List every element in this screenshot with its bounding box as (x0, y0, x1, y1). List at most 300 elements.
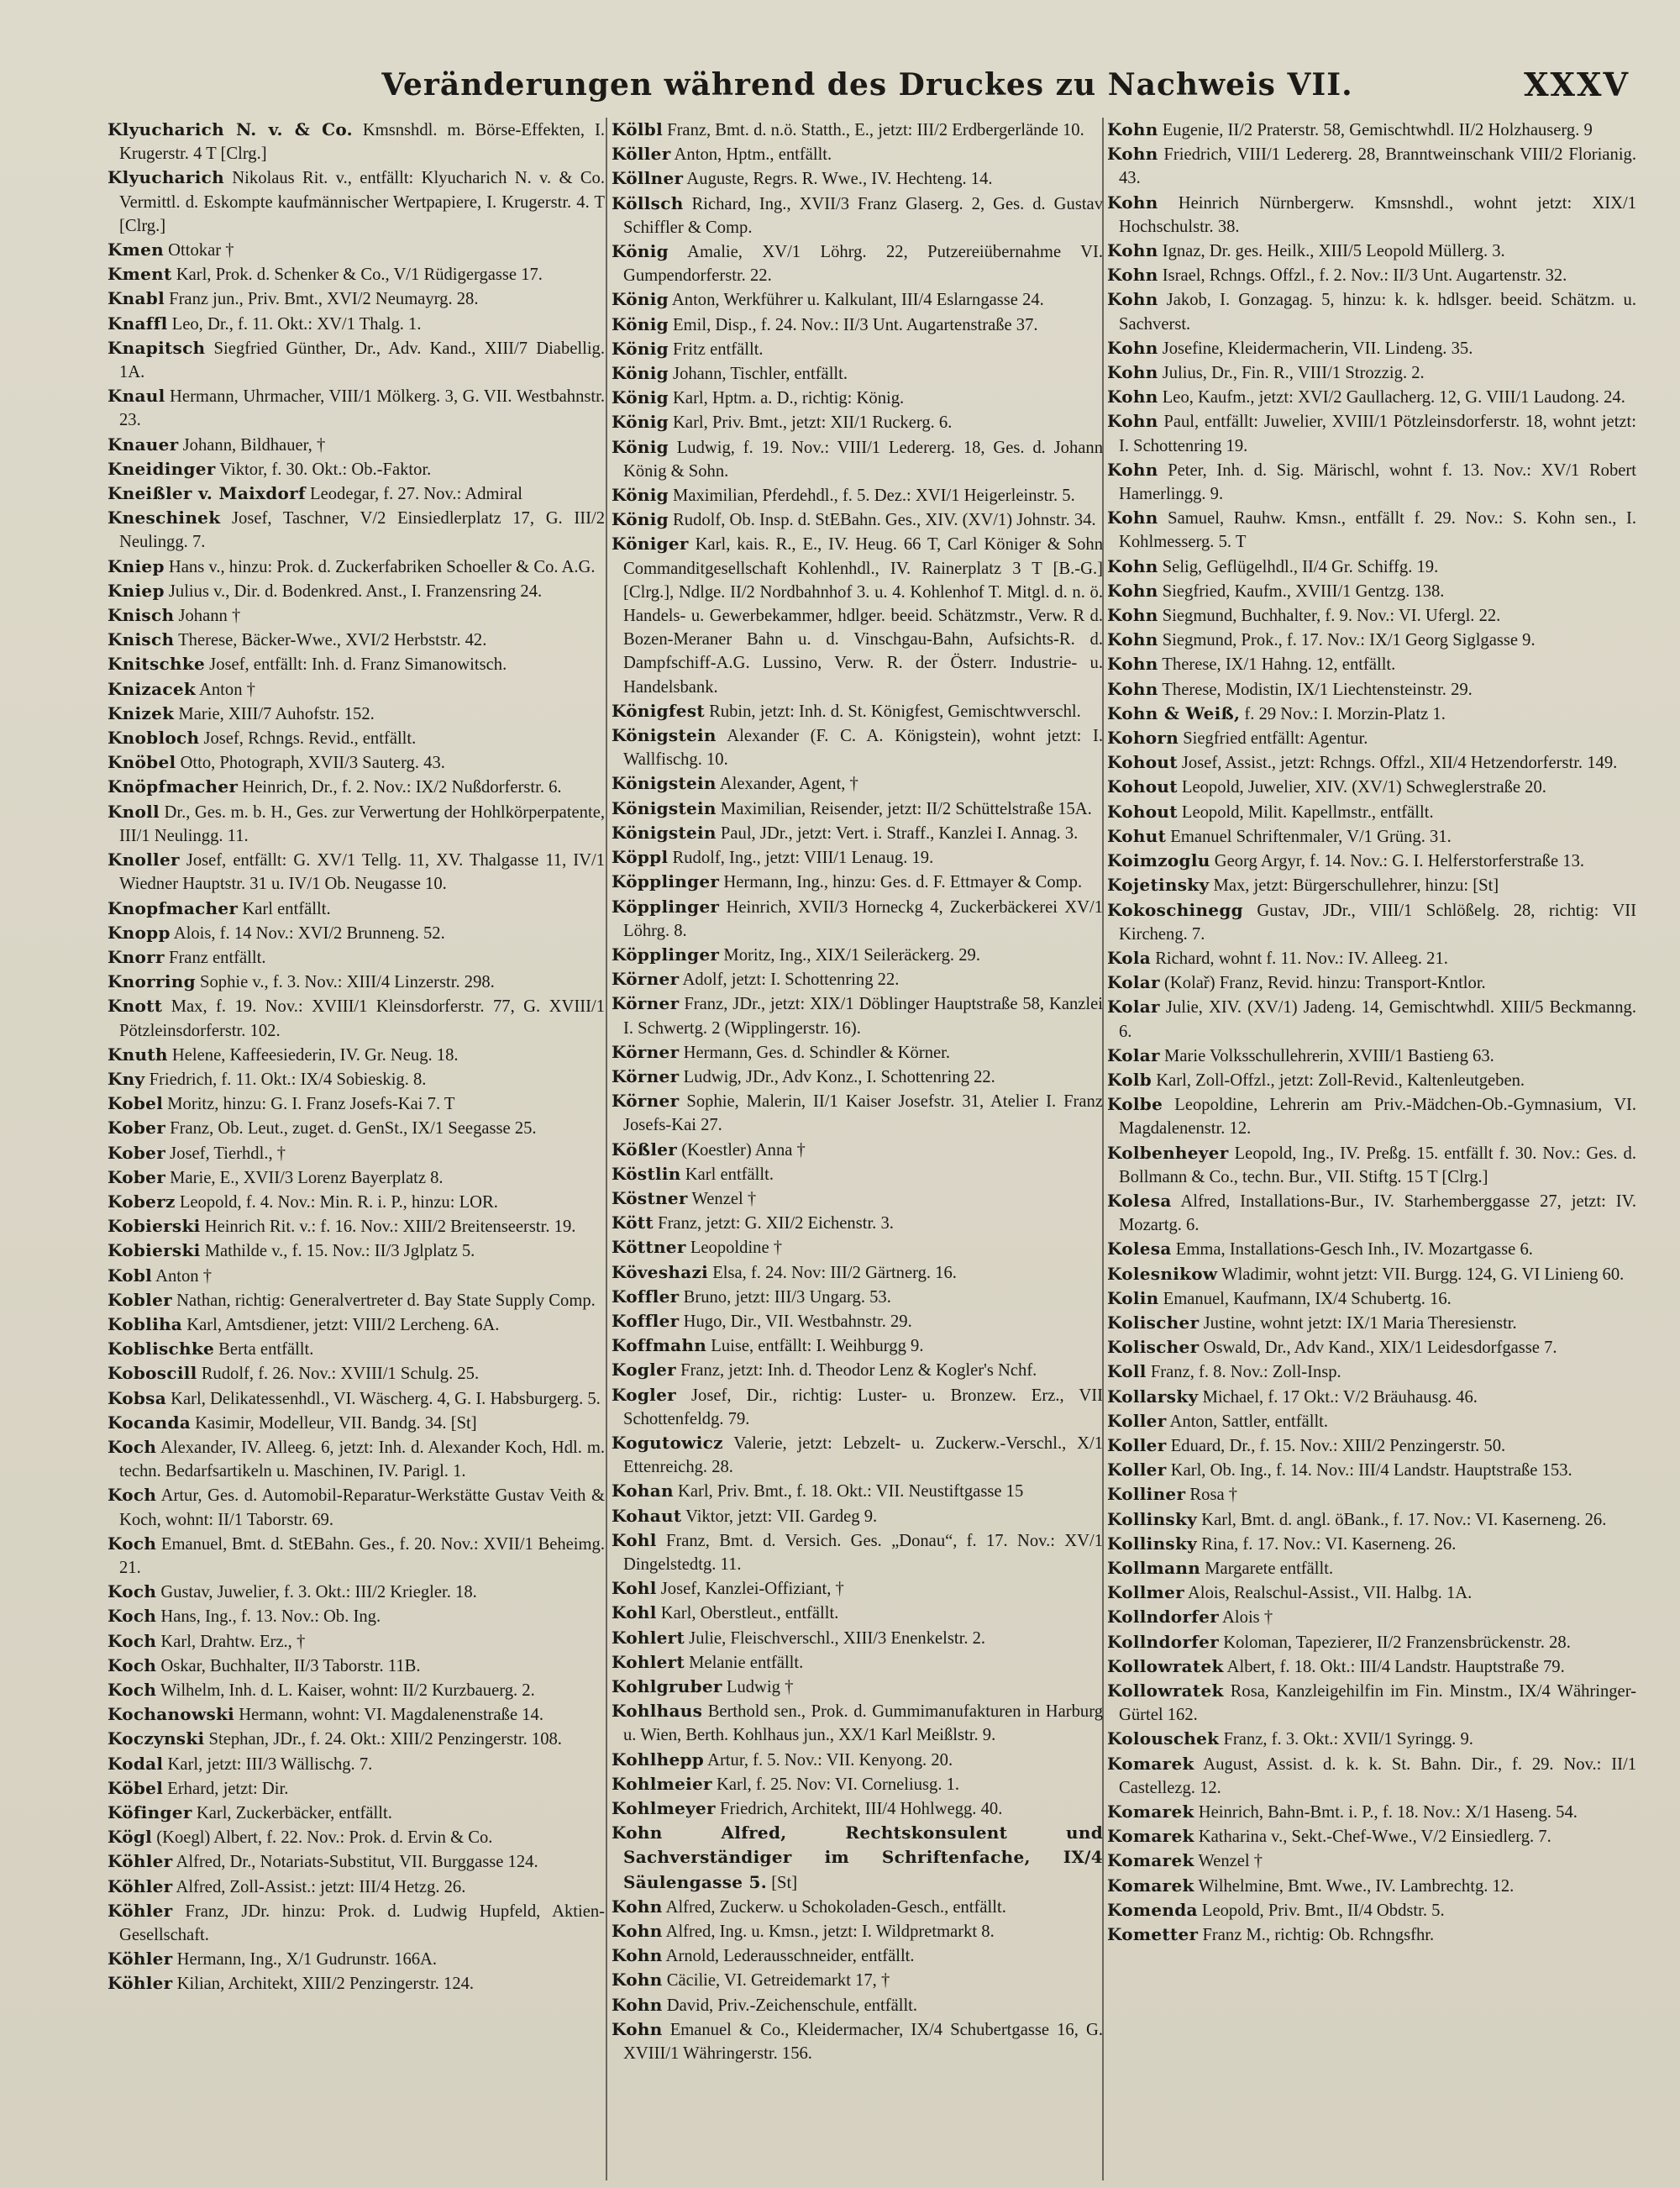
entry-text: Arnold, Lederausschneider, entfällt. (662, 1947, 915, 1966)
entry-text: Alois, f. 14 Nov.: XVI/2 Brunneng. 52. (170, 923, 445, 943)
entry-text: Kasimir, Modelleur, VII. Bandg. 34. [St] (191, 1413, 477, 1433)
entry-name: Koch (108, 1581, 157, 1602)
entry-text: Heinrich, Bahn-Bmt. i. P., f. 18. Nov.: X/1 Haseng. 54. (1194, 1803, 1578, 1822)
directory-entry (108, 677, 605, 702)
entry-name: Kobsa (108, 1387, 166, 1408)
entry-text: Heinrich Nürnbergerw. Kmsnshdl., wohnt jetzt: XIX/1 Hochschulstr. 38. (1119, 193, 1636, 236)
directory-entry (108, 603, 605, 628)
directory-entry (108, 118, 605, 166)
entry-text: Eugenie, II/2 Praterstr. 58, Gemischtwhdl. II/2 Holzhauserg. 9 (1158, 121, 1593, 139)
directory-entry (1107, 1824, 1636, 1849)
entry-text: Heinrich, XVII/3 Horneckg 4, Zuckerbäckerei XV/1 Löhrg. 8. (623, 897, 1103, 940)
directory-entry (1107, 336, 1636, 360)
entry-text: Koloman, Tapezierer, II/2 Franzensbrückenstr. 28. (1219, 1633, 1571, 1652)
entry-text: Otto, Photograph, XVII/3 Sauterg. 43. (176, 754, 445, 773)
entry-text: Georg Argyr, f. 14. Nov.: G. I. Helferstorferstraße 13. (1210, 852, 1585, 871)
directory-entry (612, 192, 1103, 239)
directory-entry (612, 1528, 1103, 1576)
entry-name: Komarek (1107, 1875, 1194, 1896)
entry-text: Anton, Sattler, entfällt. (1166, 1412, 1329, 1431)
directory-entry (1107, 800, 1636, 824)
entry-text: Melanie entfällt. (685, 1653, 804, 1672)
entry-name: Kolischer (1107, 1337, 1200, 1358)
directory-entry (612, 1358, 1103, 1382)
directory-entry (1107, 1898, 1636, 1922)
entry-name: Koch (108, 1436, 157, 1457)
entry-name: Königstein (612, 797, 717, 818)
directory-entry (108, 1875, 605, 1899)
directory-entry (1107, 287, 1636, 335)
entry-name: Koffler (612, 1286, 680, 1307)
entry-text: Katharina v., Sekt.-Chef-Wwe., V/2 Einsiedlerg. 7. (1194, 1828, 1551, 1847)
directory-entry (612, 1943, 1103, 1968)
entry-name: Köbel (108, 1777, 164, 1798)
entry-name: Kolesnikow (1107, 1263, 1218, 1284)
entry-text: Rosa, Kanzleigehilfin im Fin. Minstm., IX/4 Währinger-Gürtel 162. (1119, 1682, 1636, 1725)
entry-name: Knuth (108, 1044, 168, 1065)
directory-entry (108, 1239, 605, 1263)
directory-entry (612, 1772, 1103, 1796)
entry-text: Auguste, Regrs. R. Wwe., IV. Hechteng. 14. (683, 170, 993, 189)
directory-entry (612, 1383, 1103, 1431)
entry-name: Köllsch (612, 192, 684, 213)
entry-text: Mathilde v., f. 15. Nov.: II/3 Jglplatz 5. (200, 1242, 475, 1261)
directory-entry (1107, 702, 1636, 726)
directory-entry (612, 410, 1103, 434)
entry-name: Kohn Alfred, Rechtskonsulent und Sachverständiger im Schriftenfache, IX/4 Säulengasse 5. (612, 1822, 1103, 1892)
entry-text: Josef, Tierhdl., † (165, 1144, 286, 1163)
entry-name: Kohn (1107, 362, 1158, 383)
entry-name: Körner (612, 1065, 680, 1086)
directory-entry (612, 895, 1103, 943)
entry-name: Koll (1107, 1361, 1147, 1382)
entry-text: Kilian, Architekt, XIII/2 Penzingerstr. 124. (172, 1975, 475, 1994)
entry-text: Alexander (F. C. A. Königstein), wohnt jetzt: I. Wallfischg. 10. (623, 727, 1103, 770)
entry-text: Josef, entfällt: Inh. d. Franz Simanowitsch. (205, 655, 507, 675)
entry-text: Artur, Ges. d. Automobil-Reparatur-Werkstätte Gustav Veith & Koch, wohnt: II/1 Taborstr. 69. (119, 1486, 605, 1529)
entry-text: Alfred, Installations-Bur., IV. Starhemberggasse 27, jetzt: IV. Mozartg. 6. (1119, 1191, 1636, 1235)
entry-text: Josef, entfällt: G. XV/1 Tellg. 11, XV. Thalgasse 11, IV/1 Wiedner Hauptstr. 31 u. IV/1 Ob. Neugasse 10. (119, 851, 605, 894)
directory-entry (612, 1285, 1103, 1309)
entry-text: Hermann, Ing., hinzu: Ges. d. F. Ettmayer & Comp. (719, 873, 1083, 892)
directory-entry (1107, 142, 1636, 190)
entry-text: Franz, jetzt: G. XII/2 Eichenstr. 3. (653, 1214, 894, 1233)
directory-entry (1107, 603, 1636, 628)
entry-name: Kohut (1107, 825, 1167, 846)
directory-entry (108, 1067, 605, 1091)
directory-entry (108, 1264, 605, 1288)
entry-text: Karl, Priv. Bmt., jetzt: XII/1 Ruckerg. 6. (668, 413, 953, 433)
entry-text: Leodegar, f. 27. Nov.: Admiral (305, 485, 522, 504)
entry-name: Kollowratek (1107, 1655, 1224, 1676)
directory-entry (108, 1361, 605, 1386)
entry-name: Klyucharich N. v. & Co. (108, 119, 353, 139)
directory-entry (108, 1141, 605, 1165)
directory-entry (1107, 1141, 1636, 1189)
directory-entry (1107, 385, 1636, 409)
entry-text: Hermann, Ing., X/1 Gudrunstr. 166A. (172, 1950, 438, 1970)
entry-text: Richard, Ing., XVII/3 Franz Glaserg. 2, Ges. d. Gustav Schiffler & Comp. (623, 194, 1103, 237)
directory-entry (1107, 677, 1636, 702)
entry-text: Oskar, Buchhalter, II/3 Taborstr. 11B. (156, 1656, 421, 1675)
entry-text: Anton † (152, 1266, 213, 1286)
entry-name: Kolbenheyer (1107, 1142, 1229, 1163)
directory-entry (612, 508, 1103, 532)
entry-text: Therese, IX/1 Hahng. 12, entfällt. (1158, 655, 1396, 675)
entry-name: Knopp (108, 922, 171, 943)
directory-entry (1107, 1262, 1636, 1286)
directory-entry (1107, 360, 1636, 385)
entry-text: Hermann, Uhrmacher, VIII/1 Mölkerg. 3, G. VII. Westbahnstr. 23. (119, 387, 605, 430)
entry-text: David, Priv.-Zeichenschule, entfällt. (662, 1996, 918, 2015)
directory-entry (1107, 849, 1636, 873)
entry-name: König (612, 338, 669, 359)
entry-name: Kolar (1107, 997, 1160, 1018)
entry-name: Knorring (108, 971, 196, 992)
entry-name: Knoller (108, 849, 180, 870)
directory-entry (1107, 1044, 1636, 1068)
directory-entry (108, 1629, 605, 1654)
directory-entry (612, 166, 1103, 191)
entry-text: Karl, Zuckerbäcker, entfällt. (192, 1804, 392, 1823)
entry-name: Knoll (108, 801, 160, 822)
entry-name: Kohn (612, 2018, 663, 2039)
entry-text: Moritz, Ing., XIX/1 Seileräckerg. 29. (719, 945, 980, 965)
entry-text: Franz, JDr. hinzu: Prok. d. Ludwig Hupfeld, Aktien-Gesellschaft. (119, 1901, 605, 1945)
directory-entry (1107, 1385, 1636, 1409)
entry-name: Kober (108, 1118, 166, 1139)
entry-name: Kohl (612, 1602, 657, 1623)
directory-entry (108, 1727, 605, 1751)
entry-name: Komarek (1107, 1826, 1194, 1847)
directory-entry (612, 1162, 1103, 1186)
entry-text: Emil, Disp., f. 24. Nov.: II/3 Unt. Augartenstraße 37. (668, 315, 1038, 334)
entry-text: Emanuel, Bmt. d. StEBahn. Ges., f. 20. Nov.: XVII/1 Beheimg. 21. (119, 1534, 605, 1577)
directory-entry (108, 994, 605, 1042)
directory-entry (612, 1748, 1103, 1772)
directory-entry (612, 337, 1103, 361)
entry-name: König (612, 485, 669, 506)
entry-text: Nikolaus Rit. v., entfällt: Klyucharich N. v. & Co. Vermittl. d. Eskompte kaufmännischer Wertpapiere, I. Krugerstr. 4. T [Clrg.] (119, 169, 605, 235)
entry-text: Alois, Realschul-Assist., VII. Halbg. 1A. (1184, 1584, 1473, 1603)
entry-name: Kohlmeier (612, 1773, 712, 1794)
entry-text: Hugo, Dir., VII. Westbahnstr. 29. (679, 1312, 912, 1331)
entry-text: Ludwig, f. 19. Nov.: VIII/1 Ledererg. 18, Ges. d. Johann König & Sohn. (623, 438, 1103, 481)
directory-entry (108, 1971, 605, 1996)
entry-name: Kohn (1107, 580, 1158, 601)
entry-name: Kolischer (1107, 1312, 1200, 1333)
entry-text: Franz, f. 3. Okt.: XVII/1 Syringg. 9. (1219, 1730, 1473, 1749)
entry-name: Kohn (1107, 555, 1158, 576)
entry-text: Karl entfällt. (238, 899, 331, 918)
entry-name: Kögl (108, 1827, 153, 1848)
directory-entry (612, 1650, 1103, 1675)
entry-name: König (612, 363, 669, 384)
entry-text: Rina, f. 17. Nov.: VI. Kaserneng. 26. (1197, 1534, 1457, 1554)
entry-name: Köttner (612, 1237, 686, 1258)
entry-name: Kößler (612, 1139, 678, 1160)
directory-entry (108, 433, 605, 457)
directory-entry (612, 943, 1103, 967)
entry-name: Komarek (1107, 1753, 1194, 1774)
entry-name: Kohn (1107, 387, 1158, 408)
directory-entry (108, 1483, 605, 1531)
entry-name: Kohout (1107, 776, 1178, 797)
entry-name: Körner (612, 1091, 680, 1112)
directory-entry (1107, 1068, 1636, 1092)
directory-entry (108, 1947, 605, 1971)
entry-name: Koch (108, 1485, 157, 1506)
entry-text: Siegmund, Buchhalter, f. 9. Nov.: VI. Ufergl. 22. (1158, 607, 1501, 626)
directory-entry (108, 628, 605, 652)
directory-entry (1107, 970, 1636, 995)
entry-text: Karl, jetzt: III/3 Wällischg. 7. (163, 1754, 373, 1774)
directory-entry (108, 579, 605, 603)
directory-entry (1107, 1727, 1636, 1751)
entry-name: Komenda (1107, 1899, 1198, 1920)
directory-entry (108, 166, 605, 238)
directory-entry (108, 1411, 605, 1435)
entry-text: Anton, Hptm., entfällt. (670, 145, 832, 165)
entry-name: Kohn & Weiß, (1107, 702, 1241, 723)
entry-name: Körner (612, 969, 680, 990)
entry-text: Wilhelm, Inh. d. L. Kaiser, wohnt: II/2 Kurzbauerg. 2. (156, 1681, 535, 1700)
entry-name: Kohl (612, 1578, 657, 1599)
entry-name: Kolin (1107, 1287, 1159, 1308)
entry-name: Kollndorfer (1107, 1607, 1220, 1628)
entry-name: Kolar (1107, 972, 1160, 993)
entry-name: Kohn (1107, 119, 1158, 139)
directory-entry (108, 1288, 605, 1312)
entry-name: Kober (108, 1142, 166, 1163)
entry-text: Therese, Bäcker-Wwe., XVI/2 Herbststr. 42. (174, 631, 487, 650)
page-number: XXXV (1524, 66, 1630, 103)
entry-text: Selig, Geflügelhdl., II/4 Gr. Schiffg. 19. (1158, 557, 1439, 576)
entry-name: Königstein (612, 725, 717, 746)
entry-text: Siegfried, Kaufm., XVIII/1 Gentzg. 138. (1158, 581, 1445, 601)
directory-entry (1107, 118, 1636, 142)
entry-name: Koller (1107, 1460, 1167, 1481)
entry-text: Luise, entfällt: I. Weihburgg 9. (706, 1337, 924, 1356)
directory-entry (612, 435, 1103, 483)
directory-entry (1107, 409, 1636, 457)
entry-name: Knapitsch (108, 337, 206, 358)
directory-entry (612, 1796, 1103, 1821)
directory-entry (612, 771, 1103, 796)
entry-text: Ludwig, JDr., Adv Konz., I. Schottenring 22. (679, 1067, 995, 1086)
directory-entry (612, 532, 1103, 698)
entry-text: Karl, kais. R., E., IV. Heug. 66 T, Carl Königer & Sohn Commanditgesellschaft Kohlenhdl., IV. Rainerplatz 3 T [B.-G.] [Clrg.], Ndlge. II/2 Nordbahnhof 3. u. 4. Kohlenhof T. Mitgl. d. n. ö. Handels- u. Gewerbekammer, hdlger. beeid. Schätzmstr., Verw. R d. Bozen-Meraner Bahn u. d. Vinschgau-Bahn, Aufsichts-R. d. Dampfschiff-A.G. Lussino, Verw. R. der Österr. Industrie- u. Handelsbank. (623, 535, 1103, 697)
entry-text: Richard, wohnt f. 11. Nov.: IV. Alleeg. 21. (1151, 949, 1448, 968)
entry-text: Wenzel † (1194, 1852, 1263, 1871)
directory-entry (108, 312, 605, 336)
directory-entry (612, 1040, 1103, 1065)
entry-name: Kohn (1107, 192, 1158, 213)
entry-name: Köstlin (612, 1163, 681, 1184)
directory-entry (1107, 1922, 1636, 1947)
entry-text: Leopoldine † (685, 1239, 783, 1258)
entry-name: Kohaut (612, 1505, 682, 1526)
entry-name: Kobler (108, 1289, 172, 1310)
entry-name: Kohn (1107, 240, 1158, 261)
entry-name: König (612, 436, 669, 457)
entry-text: Karl, Priv. Bmt., f. 18. Okt.: VII. Neustiftgasse 15 (673, 1482, 1024, 1502)
entry-text: Eduard, Dr., f. 15. Nov.: XIII/2 Penzingerstr. 50. (1166, 1436, 1506, 1455)
entry-name: Knaul (108, 386, 165, 407)
entry-text: Jakob, I. Gonzagag. 5, hinzu: k. k. hdlsger. beeid. Schätzm. u. Sachverst. (1119, 291, 1636, 334)
entry-text: Karl, Bmt. d. angl. öBank., f. 17. Nov.: VI. Kaserneng. 26. (1197, 1510, 1607, 1529)
directory-entry (1107, 1311, 1636, 1335)
entry-text: Maximilian, Pferdehdl., f. 5. Dez.: XVI/1 Heigerleinstr. 5. (668, 487, 1075, 506)
directory-entry (108, 1801, 605, 1825)
entry-name: Koblischke (108, 1339, 215, 1360)
entry-text: Adolf, jetzt: I. Schottenring 22. (679, 970, 900, 990)
entry-text: Erhard, jetzt: Dir. (163, 1779, 289, 1798)
entry-text: Alfred, Dr., Notariats-Substitut, VII. Burggasse 124. (172, 1853, 538, 1872)
directory-entry (612, 1601, 1103, 1625)
entry-name: Körner (612, 993, 680, 1014)
entry-text: Johann, Bildhauer, † (178, 435, 326, 455)
directory-entry (1107, 1874, 1636, 1898)
directory-entry (612, 1309, 1103, 1333)
entry-text: Leopold, Juwelier, XIV. (XV/1) Schweglerstraße 20. (1177, 778, 1546, 797)
entry-text: Hermann, Ges. d. Schindler & Körner. (679, 1043, 950, 1062)
entry-text: Franz entfällt. (164, 948, 266, 967)
entry-name: Kohan (612, 1481, 674, 1502)
entry-text: Albert, f. 18. Okt.: III/4 Landstr. Hauptstraße 79. (1223, 1657, 1565, 1676)
entry-text: Rudolf, Ing., jetzt: VIII/1 Lenaug. 19. (668, 849, 934, 868)
entry-name: Kollowratek (1107, 1680, 1224, 1701)
entry-name: Knitschke (108, 654, 206, 675)
directory-entry (612, 723, 1103, 771)
directory-entry (1107, 1654, 1636, 1679)
entry-name: Kometter (1107, 1924, 1199, 1945)
entry-name: Kobl (108, 1265, 153, 1286)
directory-entry (108, 481, 605, 506)
entry-name: Kohn (1107, 678, 1158, 699)
directory-entry (1107, 946, 1636, 970)
entry-text: Josef, Assist., jetzt: Rchngs. Offzl., XII/4 Hetzendorferstr. 149. (1177, 754, 1618, 773)
directory-entry (612, 287, 1103, 312)
directory-entry (108, 1899, 605, 1947)
directory-entry (1107, 726, 1636, 750)
entry-text: Karl, Ob. Ing., f. 14. Nov.: III/4 Landstr. Hauptstraße 153. (1166, 1461, 1572, 1481)
directory-entry (108, 1386, 605, 1411)
directory-entry (108, 897, 605, 921)
entry-text: Rosa † (1185, 1486, 1238, 1505)
entry-text: [St] (767, 1873, 798, 1892)
entry-text: Sophie, Malerin, II/1 Kaiser Josefstr. 31, Atelier I. Franz Josefs-Kai 27. (623, 1092, 1103, 1135)
entry-name: Kohn (612, 1945, 663, 1966)
directory-entry (108, 1165, 605, 1190)
entry-text: Ignaz, Dr. ges. Heilk., XIII/5 Leopold Müllerg. 3. (1158, 242, 1505, 261)
directory-entry (612, 1504, 1103, 1528)
entry-name: Knisch (108, 605, 175, 626)
directory-entry (108, 652, 605, 676)
entry-text: Karl, Amtsdiener, jetzt: VIII/2 Lercheng. 6A. (182, 1315, 500, 1334)
entry-name: Kohn (1107, 265, 1158, 286)
directory-entry (612, 699, 1103, 723)
entry-name: Kmen (108, 239, 165, 260)
entry-text: Siegfried entfällt: Agentur. (1179, 729, 1368, 749)
entry-name: Kohn (612, 1970, 663, 1991)
directory-entry (108, 921, 605, 945)
directory-entry (612, 845, 1103, 870)
entry-text: Ludwig † (722, 1678, 794, 1696)
entry-text: Emanuel, Kaufmann, IX/4 Schubertg. 16. (1158, 1289, 1452, 1308)
entry-text: Emanuel Schriftenmaler, V/1 Grüng. 31. (1166, 827, 1452, 846)
entry-name: Kollmann (1107, 1557, 1201, 1578)
column-middle (612, 118, 1103, 2185)
directory-entry (108, 970, 605, 994)
entry-text: Justine, wohnt jetzt: IX/1 Maria Theresienstr. (1199, 1313, 1517, 1333)
entry-name: Kolesa (1107, 1190, 1172, 1211)
entry-name: Knisch (108, 629, 175, 650)
directory-entry (108, 262, 605, 287)
entry-name: Kogler (612, 1384, 676, 1405)
entry-name: Kodal (108, 1753, 164, 1774)
entry-text: Artur, f. 5. Nov.: VII. Kenyong. 20. (704, 1750, 953, 1770)
directory-entry (108, 1849, 605, 1874)
directory-entry (1107, 263, 1636, 287)
entry-name: Kment (108, 264, 172, 285)
entry-name: Koller (1107, 1434, 1167, 1455)
entry-text: Gustav, Juwelier, f. 3. Okt.: III/2 Kriegler. 18. (156, 1583, 477, 1602)
entry-name: Kohlhaus (612, 1701, 703, 1722)
entry-text: Friedrich, Architekt, III/4 Hohlwegg. 40. (715, 1800, 1003, 1819)
entry-text: Julius, Dr., Fin. R., VIII/1 Strozzig. 2. (1158, 364, 1425, 383)
entry-name: Kny (108, 1068, 145, 1089)
entry-name: Klyucharich (108, 167, 224, 188)
entry-text: Karl entfällt. (680, 1165, 774, 1184)
directory-entry (612, 2017, 1103, 2065)
directory-entry (108, 238, 605, 262)
entry-name: Kohout (1107, 801, 1178, 822)
entry-text: Josef, Dir., richtig: Luster- u. Bronzew. Erz., VII Schottenfeldg. 79. (623, 1386, 1103, 1428)
directory-entry (108, 1190, 605, 1214)
directory-entry (612, 1186, 1103, 1211)
directory-entry (1107, 1482, 1636, 1507)
entry-text: Berthold sen., Prok. d. Gummimanufakturen in Harburg u. Wien, Berth. Kohlhaus jun., XX/1 Karl Meißlstr. 9. (623, 1702, 1103, 1745)
directory-entry (1107, 873, 1636, 897)
directory-entry (108, 750, 605, 775)
entry-text: Leopoldine, Lehrerin am Priv.-Mädchen-Ob.-Gymnasium, VI. Magdalenenstr. 12. (1119, 1096, 1636, 1139)
entry-text: Viktor, f. 30. Okt.: Ob.-Faktor. (215, 460, 432, 479)
directory-entry (108, 702, 605, 726)
entry-text: Gustav, JDr., VIII/1 Schlößelg. 28, richtig: VII Kircheng. 7. (1119, 901, 1636, 944)
directory-entry (1107, 1092, 1636, 1140)
entry-text: Amalie, XV/1 Löhrg. 22, Putzereiübernahme VI. Gumpendorferstr. 22. (623, 243, 1103, 286)
directory-entry (1107, 898, 1636, 946)
entry-text: Alexander, IV. Alleeg. 6, jetzt: Inh. d. Alexander Koch, Hdl. m. techn. Bedarfsartikeln u. Maschinen, IV. Parigl. 1. (119, 1438, 605, 1481)
entry-name: Königstein (612, 773, 717, 794)
directory-entry (612, 313, 1103, 337)
entry-text: Josef, Rchngs. Revid., entfällt. (199, 729, 417, 749)
directory-entry (612, 118, 1103, 142)
entry-name: Kober (108, 1166, 166, 1187)
directory-entry (108, 457, 605, 481)
entry-name: Körner (612, 1041, 680, 1062)
directory-entry (1107, 458, 1636, 506)
directory-entry (1107, 1581, 1636, 1605)
entry-text: Paul, entfällt: Juwelier, XVIII/1 Pötzleinsdorferstr. 18, wohnt jetzt: I. Schottenring 19. (1119, 413, 1636, 455)
entry-text: Rubin, jetzt: Inh. d. St. Königfest, Gemischtwverschl. (704, 702, 1081, 721)
entry-name: Kohout (1107, 752, 1178, 773)
directory-entry (612, 1675, 1103, 1699)
entry-name: Kola (1107, 947, 1152, 968)
entry-name: Köhler (108, 1973, 173, 1994)
entry-text: August, Assist. d. k. k. St. Bahn. Dir., f. 29. Nov.: II/1 Castellezg. 12. (1119, 1754, 1636, 1797)
